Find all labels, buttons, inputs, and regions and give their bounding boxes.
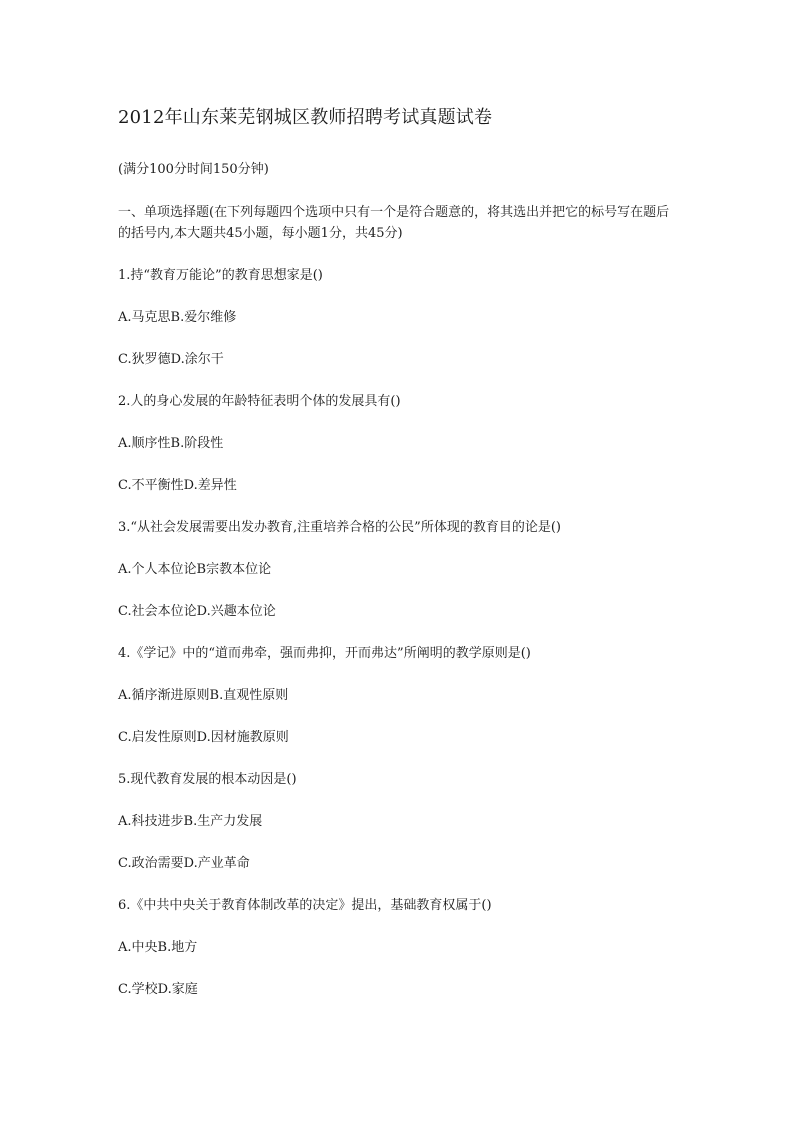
question-options-cd: C.政治需要D.产业革命 [118, 856, 250, 871]
document-content [118, 104, 678, 1000]
question-3 [118, 518, 678, 644]
question-options-cd: C.启发性原则D.因材施教原则 [118, 730, 289, 745]
question-stem: 4.《学记》中的“道而弗牵，强而弗抑，开而弗达”所阐明的教学原则是() [118, 646, 531, 661]
question-6 [118, 896, 678, 1000]
question-options-cd: C.不平衡性D.差异性 [118, 478, 237, 493]
question-stem: 5.现代教育发展的根本动因是() [118, 772, 297, 787]
question-1 [118, 266, 678, 392]
question-stem: 6.《中共中央关于教育体制改革的决定》提出，基础教育权属于() [118, 898, 492, 913]
question-stem: 3.“从社会发展需要出发办教育,注重培养合格的公民”所体现的教育目的论是() [118, 520, 561, 535]
question-4 [118, 644, 678, 770]
section-instructions: 一、单项选择题(在下列每题四个选项中只有一个是符合题意的，将其选出并把它的标号写在题后的括号内,本大题共45小题，每小题1分，共45分) [118, 205, 670, 241]
question-options-ab: A.中央B.地方 [118, 940, 198, 955]
question-options-ab: A.马克思B.爱尔维修 [118, 310, 237, 325]
document-title: 2012年山东莱芜钢城区教师招聘考试真题试卷 [118, 107, 493, 128]
question-options-ab: A.个人本位论B宗教本位论 [118, 562, 272, 577]
question-stem: 2.人的身心发展的年龄特征表明个体的发展具有() [118, 394, 401, 409]
question-5 [118, 770, 678, 896]
question-options-cd: C.社会本位论D.兴趣本位论 [118, 604, 276, 619]
question-options-cd: C.学校D.家庭 [118, 982, 198, 997]
question-options-ab: A.循序渐进原则B.直观性原则 [118, 688, 289, 703]
question-stem: 1.持“教育万能论”的教育思想家是() [118, 268, 323, 283]
question-options-ab: A.科技进步B.生产力发展 [118, 814, 263, 829]
question-2 [118, 392, 678, 518]
question-options-ab: A.顺序性B.阶段性 [118, 436, 224, 451]
exam-info: (满分100分时间150分钟) [118, 162, 269, 177]
question-options-cd: C.狄罗德D.涂尔干 [118, 352, 224, 367]
